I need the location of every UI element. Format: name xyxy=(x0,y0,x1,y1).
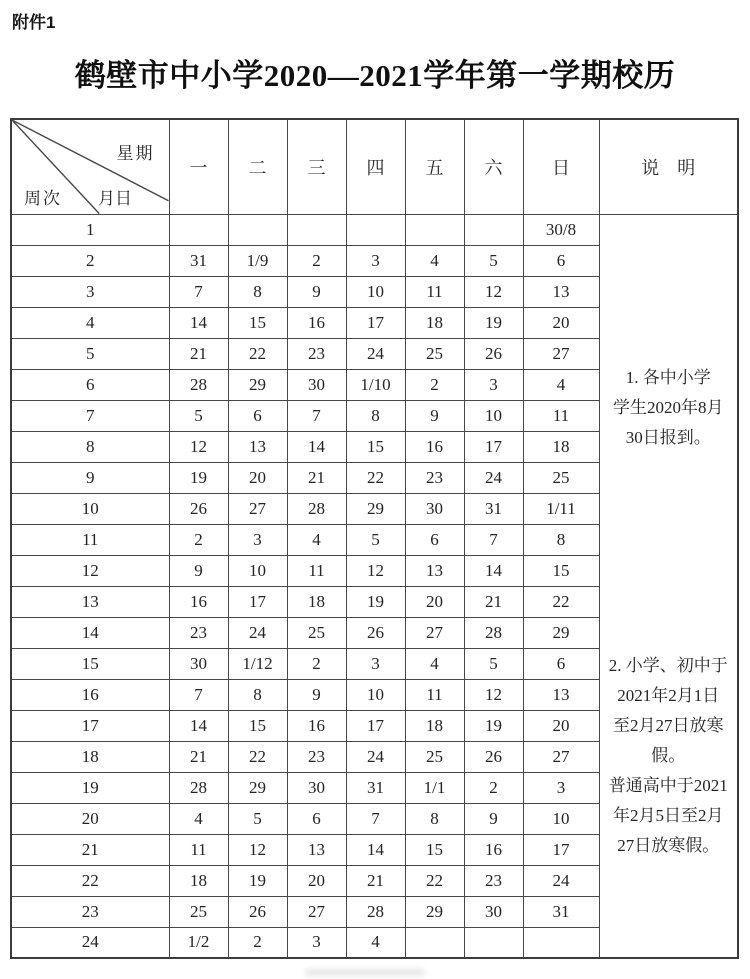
date-cell: 15 xyxy=(405,834,464,865)
date-cell: 18 xyxy=(169,865,228,896)
date-cell: 25 xyxy=(523,462,599,493)
date-cell: 8 xyxy=(346,400,405,431)
note-line: 至2月27日放寒 xyxy=(613,715,724,735)
date-cell: 27 xyxy=(523,741,599,772)
header-row xyxy=(11,119,738,214)
date-cell: 18 xyxy=(523,431,599,462)
date-cell: 23 xyxy=(169,617,228,648)
week-number-cell: 7 xyxy=(11,400,169,431)
date-cell: 7 xyxy=(169,679,228,710)
week-number-cell: 9 xyxy=(11,462,169,493)
notes-cell xyxy=(599,214,738,958)
date-cell: 5 xyxy=(228,803,287,834)
date-cell: 21 xyxy=(169,741,228,772)
date-cell: 1/10 xyxy=(346,369,405,400)
page-title: 鹤壁市中小学2020—2021学年第一学期校历 xyxy=(74,58,676,93)
date-cell: 2 xyxy=(287,245,346,276)
date-cell: 9 xyxy=(287,276,346,307)
corner-label-weekday: 星期 xyxy=(116,144,155,163)
date-cell: 27 xyxy=(287,896,346,927)
date-cell: 6 xyxy=(228,400,287,431)
date-cell: 11 xyxy=(523,400,599,431)
date-cell: 30 xyxy=(287,772,346,803)
date-cell: 1/9 xyxy=(228,245,287,276)
date-cell: 12 xyxy=(169,431,228,462)
date-cell: 2 xyxy=(169,524,228,555)
date-cell: 10 xyxy=(523,803,599,834)
date-cell: 3 xyxy=(346,648,405,679)
note-line: 2. 小学、初中于 xyxy=(608,655,728,675)
week-number-cell: 13 xyxy=(11,586,169,617)
date-cell: 11 xyxy=(405,679,464,710)
date-cell: 3 xyxy=(287,927,346,958)
date-cell: 15 xyxy=(346,431,405,462)
week-number-cell: 16 xyxy=(11,679,169,710)
date-cell: 8 xyxy=(523,524,599,555)
date-cell: 19 xyxy=(464,307,523,338)
cutoff-content-artifact xyxy=(305,969,425,976)
date-cell: 22 xyxy=(228,338,287,369)
date-cell: 21 xyxy=(287,462,346,493)
week-number-cell: 5 xyxy=(11,338,169,369)
date-cell: 28 xyxy=(464,617,523,648)
weekday-header-fri: 五 xyxy=(405,119,464,214)
date-cell: 16 xyxy=(405,431,464,462)
date-cell: 28 xyxy=(287,493,346,524)
date-cell: 27 xyxy=(523,338,599,369)
corner-label-week-number: 周次 xyxy=(24,188,62,208)
date-cell: 25 xyxy=(169,896,228,927)
date-cell: 24 xyxy=(346,741,405,772)
date-cell: 29 xyxy=(228,772,287,803)
date-cell: 8 xyxy=(405,803,464,834)
date-cell: 26 xyxy=(228,896,287,927)
date-cell: 26 xyxy=(464,741,523,772)
date-cell: 17 xyxy=(346,307,405,338)
week-number-cell: 19 xyxy=(11,772,169,803)
date-cell: 21 xyxy=(346,865,405,896)
date-cell: 31 xyxy=(464,493,523,524)
corner-cell xyxy=(11,119,169,214)
weekday-header-sat: 六 xyxy=(464,119,523,214)
date-cell: 10 xyxy=(346,276,405,307)
date-cell: 11 xyxy=(287,555,346,586)
week-number-cell: 10 xyxy=(11,493,169,524)
note-line: 普通高中于2021 xyxy=(608,775,728,795)
date-cell: 18 xyxy=(287,586,346,617)
date-cell: 13 xyxy=(523,679,599,710)
date-cell: 1/2 xyxy=(169,927,228,958)
week-number-cell: 11 xyxy=(11,524,169,555)
weekday-header-sun: 日 xyxy=(523,119,599,214)
date-cell: 17 xyxy=(523,834,599,865)
date-cell: 12 xyxy=(464,276,523,307)
corner-label-month-day: 月日 xyxy=(98,188,132,208)
date-cell: 13 xyxy=(523,276,599,307)
date-cell xyxy=(523,927,599,958)
date-cell: 28 xyxy=(169,772,228,803)
date-cell: 15 xyxy=(523,555,599,586)
date-cell: 12 xyxy=(464,679,523,710)
week-number-cell: 18 xyxy=(11,741,169,772)
date-cell xyxy=(464,927,523,958)
calendar-body xyxy=(11,214,738,958)
date-cell: 20 xyxy=(228,462,287,493)
date-cell: 4 xyxy=(405,245,464,276)
date-cell xyxy=(405,214,464,245)
date-cell: 29 xyxy=(346,493,405,524)
date-cell: 10 xyxy=(464,400,523,431)
date-cell: 14 xyxy=(464,555,523,586)
date-cell: 5 xyxy=(464,245,523,276)
date-cell: 7 xyxy=(464,524,523,555)
date-cell xyxy=(228,214,287,245)
date-cell: 16 xyxy=(287,307,346,338)
date-cell: 19 xyxy=(228,865,287,896)
date-cell: 3 xyxy=(523,772,599,803)
date-cell: 14 xyxy=(169,307,228,338)
date-cell: 22 xyxy=(346,462,405,493)
note-line: 年2月5日至2月 xyxy=(613,805,724,825)
date-cell: 26 xyxy=(169,493,228,524)
date-cell: 19 xyxy=(169,462,228,493)
date-cell: 20 xyxy=(405,586,464,617)
date-cell: 31 xyxy=(346,772,405,803)
note-block xyxy=(600,651,738,861)
date-cell: 13 xyxy=(287,834,346,865)
weekday-header-thu: 四 xyxy=(346,119,405,214)
date-cell: 16 xyxy=(169,586,228,617)
week-number-cell: 14 xyxy=(11,617,169,648)
date-cell: 22 xyxy=(228,741,287,772)
date-cell: 4 xyxy=(405,648,464,679)
date-cell: 15 xyxy=(228,307,287,338)
date-cell: 25 xyxy=(287,617,346,648)
date-cell: 26 xyxy=(464,338,523,369)
date-cell: 13 xyxy=(405,555,464,586)
date-cell: 23 xyxy=(287,741,346,772)
week-number-cell: 3 xyxy=(11,276,169,307)
date-cell: 17 xyxy=(464,431,523,462)
date-cell: 6 xyxy=(405,524,464,555)
week-number-cell: 6 xyxy=(11,369,169,400)
date-cell: 20 xyxy=(523,307,599,338)
weekday-header-tue: 二 xyxy=(228,119,287,214)
date-cell: 31 xyxy=(169,245,228,276)
date-cell: 11 xyxy=(405,276,464,307)
date-cell: 29 xyxy=(405,896,464,927)
date-cell: 31 xyxy=(523,896,599,927)
week-number-cell: 20 xyxy=(11,803,169,834)
note-line: 27日放寒假。 xyxy=(617,835,720,855)
date-cell: 3 xyxy=(346,245,405,276)
weekday-header-mon: 一 xyxy=(169,119,228,214)
date-cell: 7 xyxy=(346,803,405,834)
week-number-cell: 2 xyxy=(11,245,169,276)
date-cell: 10 xyxy=(228,555,287,586)
week-number-cell: 4 xyxy=(11,307,169,338)
date-cell xyxy=(405,927,464,958)
date-cell: 5 xyxy=(169,400,228,431)
date-cell: 20 xyxy=(287,865,346,896)
date-cell: 2 xyxy=(405,369,464,400)
date-cell: 29 xyxy=(228,369,287,400)
week-number-cell: 22 xyxy=(11,865,169,896)
date-cell: 13 xyxy=(228,431,287,462)
date-cell: 23 xyxy=(287,338,346,369)
date-cell xyxy=(287,214,346,245)
date-cell: 3 xyxy=(464,369,523,400)
date-cell: 9 xyxy=(287,679,346,710)
note-line: 30日报到。 xyxy=(625,427,711,447)
date-cell: 30/8 xyxy=(523,214,599,245)
date-cell: 23 xyxy=(405,462,464,493)
note-line: 假。 xyxy=(651,745,686,765)
date-cell: 14 xyxy=(287,431,346,462)
date-cell: 22 xyxy=(523,586,599,617)
date-cell: 24 xyxy=(228,617,287,648)
date-cell xyxy=(346,214,405,245)
date-cell: 16 xyxy=(464,834,523,865)
date-cell: 10 xyxy=(346,679,405,710)
date-cell: 29 xyxy=(523,617,599,648)
date-cell: 7 xyxy=(169,276,228,307)
date-cell: 2 xyxy=(464,772,523,803)
date-cell xyxy=(169,214,228,245)
date-cell: 17 xyxy=(346,710,405,741)
date-cell: 18 xyxy=(405,307,464,338)
date-cell: 4 xyxy=(346,927,405,958)
week-number-cell: 24 xyxy=(11,927,169,958)
date-cell: 17 xyxy=(228,586,287,617)
week-number-cell: 17 xyxy=(11,710,169,741)
date-cell: 3 xyxy=(228,524,287,555)
week-number-cell: 23 xyxy=(11,896,169,927)
week-number-cell: 21 xyxy=(11,834,169,865)
date-cell: 23 xyxy=(464,865,523,896)
note-line: 1. 各中小学 xyxy=(625,367,711,387)
date-cell: 4 xyxy=(287,524,346,555)
date-cell: 6 xyxy=(287,803,346,834)
attachment-label: 附件1 xyxy=(12,13,56,32)
date-cell: 24 xyxy=(346,338,405,369)
date-cell: 14 xyxy=(169,710,228,741)
date-cell: 18 xyxy=(405,710,464,741)
date-cell: 26 xyxy=(346,617,405,648)
date-cell: 9 xyxy=(169,555,228,586)
date-cell: 1/1 xyxy=(405,772,464,803)
date-cell: 15 xyxy=(228,710,287,741)
date-cell: 5 xyxy=(346,524,405,555)
date-cell: 1/11 xyxy=(523,493,599,524)
date-cell: 2 xyxy=(287,648,346,679)
note-line: 2021年2月1日 xyxy=(617,685,720,705)
date-cell: 6 xyxy=(523,648,599,679)
week-number-cell: 15 xyxy=(11,648,169,679)
date-cell: 9 xyxy=(405,400,464,431)
date-cell: 2 xyxy=(228,927,287,958)
date-cell: 19 xyxy=(464,710,523,741)
date-cell: 8 xyxy=(228,679,287,710)
date-cell: 12 xyxy=(346,555,405,586)
date-cell: 30 xyxy=(405,493,464,524)
date-cell: 21 xyxy=(464,586,523,617)
date-cell: 7 xyxy=(287,400,346,431)
date-cell: 4 xyxy=(169,803,228,834)
weekday-header-wed: 三 xyxy=(287,119,346,214)
date-cell: 28 xyxy=(169,369,228,400)
date-cell: 30 xyxy=(169,648,228,679)
date-cell: 5 xyxy=(464,648,523,679)
date-cell: 1/12 xyxy=(228,648,287,679)
school-calendar-table xyxy=(10,118,739,959)
date-cell xyxy=(464,214,523,245)
date-cell: 25 xyxy=(405,338,464,369)
date-cell: 14 xyxy=(346,834,405,865)
date-cell: 6 xyxy=(523,245,599,276)
date-cell: 28 xyxy=(346,896,405,927)
date-cell: 12 xyxy=(228,834,287,865)
date-cell: 21 xyxy=(169,338,228,369)
date-cell: 19 xyxy=(346,586,405,617)
date-cell: 16 xyxy=(287,710,346,741)
date-cell: 8 xyxy=(228,276,287,307)
date-cell: 30 xyxy=(287,369,346,400)
date-cell: 11 xyxy=(169,834,228,865)
date-cell: 30 xyxy=(464,896,523,927)
note-line: 学生2020年8月 xyxy=(613,397,724,417)
date-cell: 4 xyxy=(523,369,599,400)
date-cell: 25 xyxy=(405,741,464,772)
date-cell: 22 xyxy=(405,865,464,896)
notes-header: 说 明 xyxy=(599,119,738,214)
date-cell: 27 xyxy=(228,493,287,524)
date-cell: 9 xyxy=(464,803,523,834)
note-block xyxy=(600,363,738,453)
date-cell: 27 xyxy=(405,617,464,648)
date-cell: 20 xyxy=(523,710,599,741)
week-number-cell: 8 xyxy=(11,431,169,462)
date-cell: 24 xyxy=(464,462,523,493)
date-cell: 24 xyxy=(523,865,599,896)
table-row xyxy=(11,214,738,245)
week-number-cell: 1 xyxy=(11,214,169,245)
week-number-cell: 12 xyxy=(11,555,169,586)
